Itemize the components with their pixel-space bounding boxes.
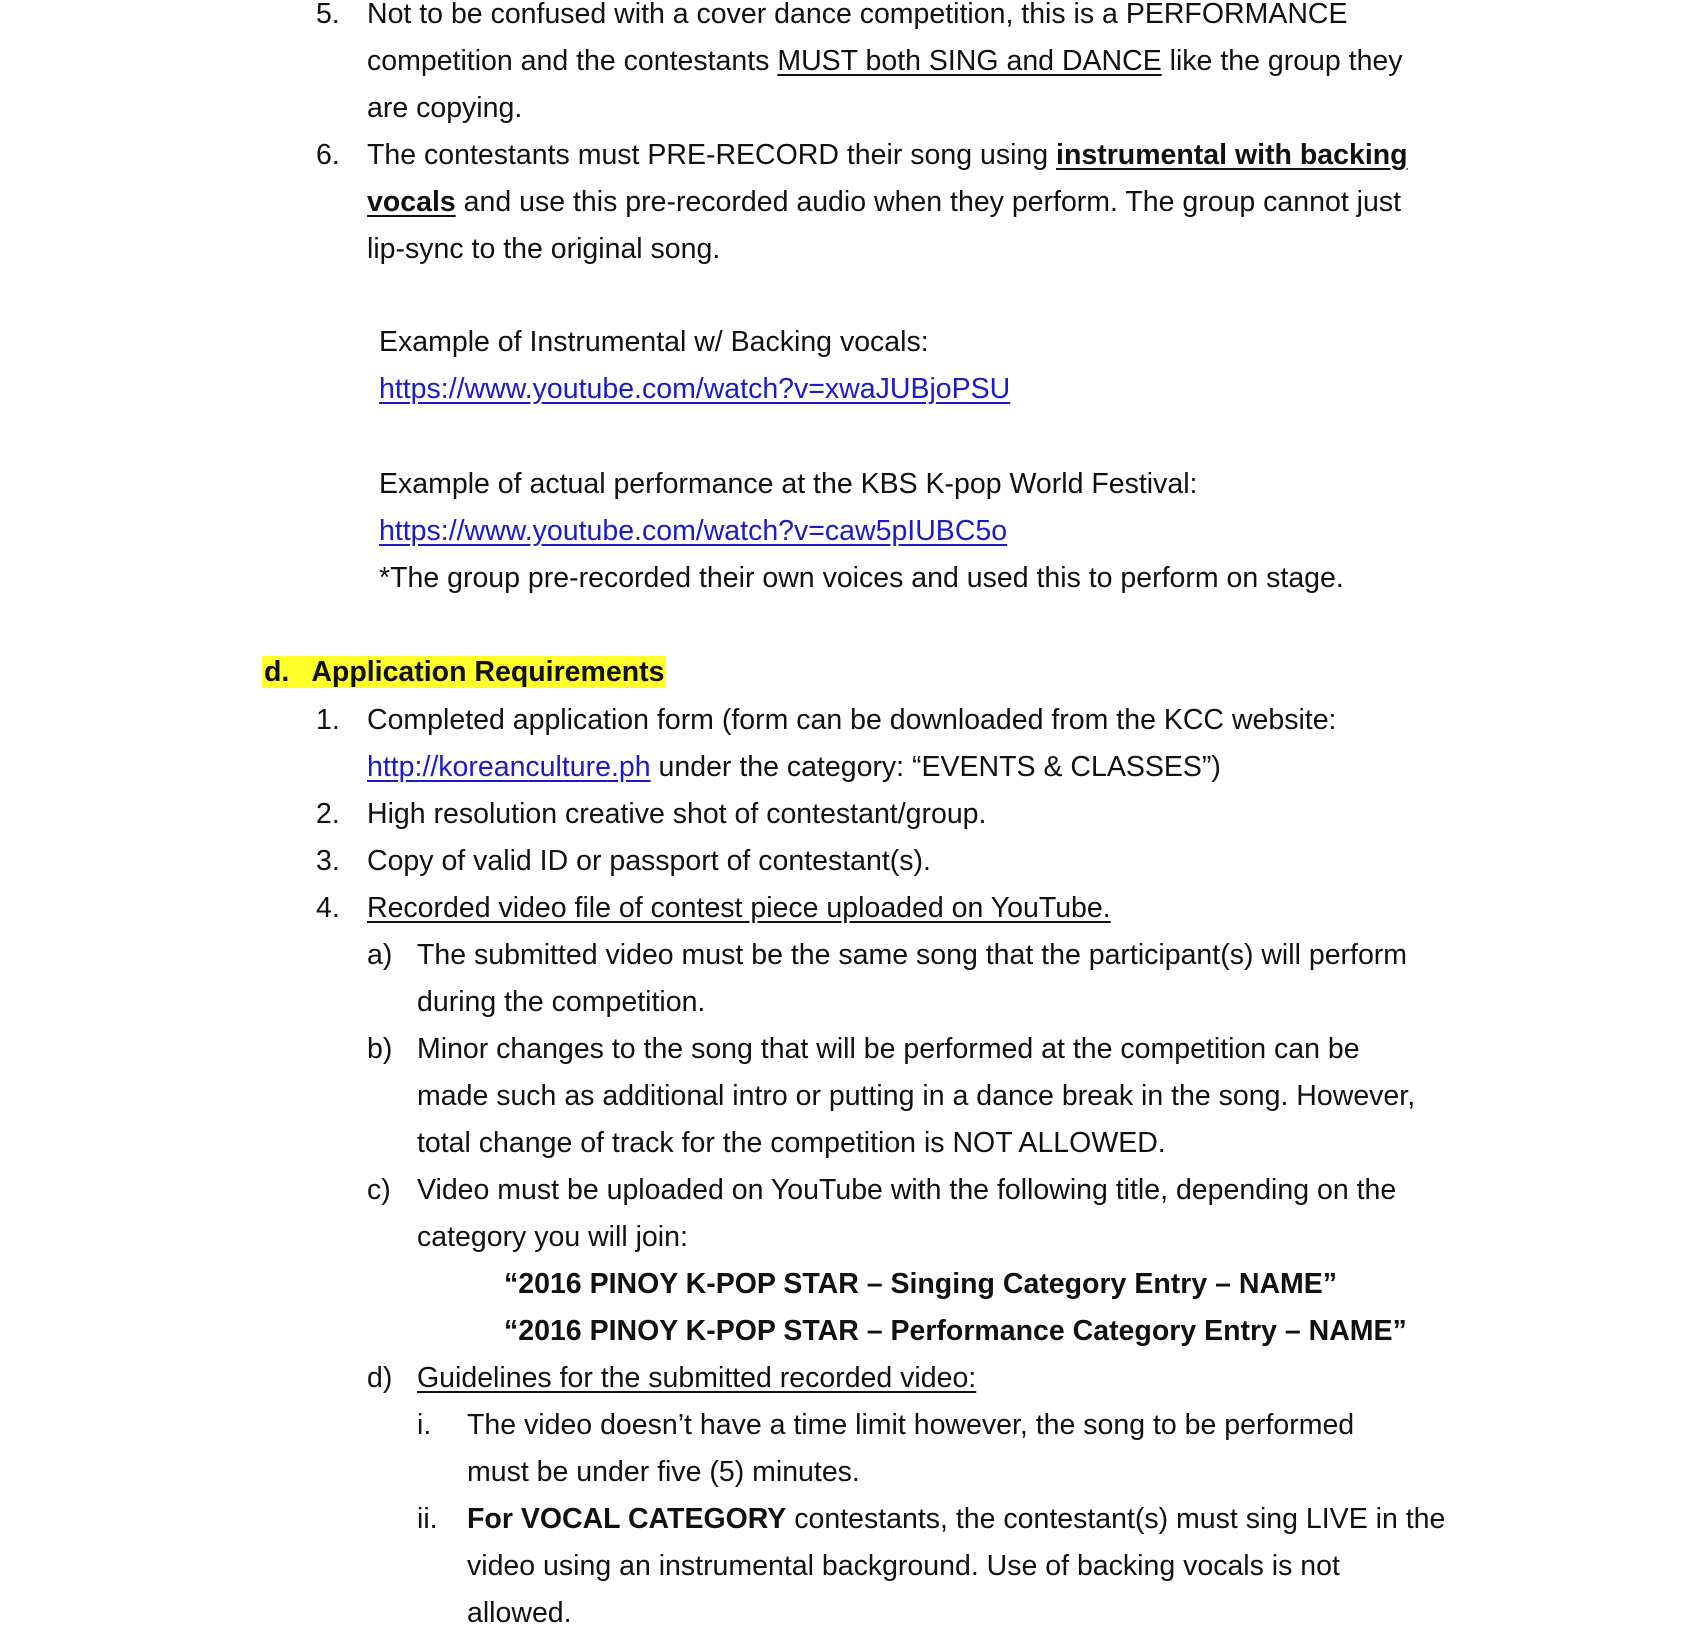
list-number-6: 6. [316,139,340,171]
req4a-line1: The submitted video must be the same song that the participant(s) will perform [417,939,1408,971]
req4b-line1: Minor changes to the song that will be performed at the competition can be [417,1033,1360,1065]
item5-line2 [367,41,1403,81]
section-d-letter: d. [264,656,290,688]
guideline-i-line1: The video doesn’t have a time limit however, the song to be performed [467,1409,1355,1441]
item5-line2-tail: like the group they [1161,45,1403,77]
item5-line1: Not to be confused with a cover dance competition, this is a PERFORMANCE [367,0,1348,30]
sublist-label-d: d) [367,1362,393,1394]
item6-bold-underlined-vocals: vocals [367,186,456,218]
req1-line2 [367,747,1221,787]
section-d-heading [262,652,666,692]
req4c-line1: Video must be uploaded on YouTube with the following title, depending on the [417,1174,1397,1206]
req3-text: Copy of valid ID or passport of contestant(s). [367,845,931,877]
sublist-label-b: b) [367,1033,393,1065]
item5-underlined-text: MUST both SING and DANCE [777,45,1162,77]
list-number-4: 4. [316,892,340,924]
item6-line1-text: The contestants must PRE-RECORD their song using [367,139,1057,171]
req4c-line2: category you will join: [417,1221,688,1253]
item6-bold-underlined-text: instrumental with backing [1056,139,1408,171]
example2-label: Example of actual performance at the KBS K-pop World Festival: [379,468,1198,500]
sublist-label-a: a) [367,939,393,971]
section-d-title: Application Requirements [311,656,665,688]
guideline-i-line2: must be under five (5) minutes. [467,1456,860,1488]
list-number-1: 1. [316,704,340,736]
list-number-2: 2. [316,798,340,830]
req1-line1: Completed application form (form can be downloaded from the KCC website: [367,704,1337,736]
item5-line2-text: competition and the contestants [367,45,778,77]
item5-line3: are copying. [367,92,523,124]
guideline-ii-line1 [467,1499,1445,1539]
item6-line3: lip-sync to the original song. [367,233,721,265]
section-d-highlight [262,656,666,688]
example1-label: Example of Instrumental w/ Backing vocals: [379,326,929,358]
req2-text: High resolution creative shot of contestant/group. [367,798,987,830]
example2-link[interactable]: https://www.youtube.com/watch?v=caw5pIUBC5o [379,515,1008,547]
item6-line1 [367,135,1408,175]
guideline-ii-line2: video using an instrumental background. Use of backing vocals is not [467,1550,1340,1582]
video-title-singing: “2016 PINOY K-POP STAR – Singing Category Entry – NAME” [504,1268,1338,1300]
req4b-line3: total change of track for the competition is NOT ALLOWED. [417,1127,1166,1159]
req4b-line2: made such as additional intro or putting in a dance break in the song. However, [417,1080,1416,1112]
roman-label-ii: ii. [417,1503,438,1535]
req4a-line2: during the competition. [417,986,706,1018]
list-number-5: 5. [316,0,340,30]
roman-label-i: i. [417,1409,432,1441]
guideline-ii-line3: allowed. [467,1597,572,1629]
example2-note: *The group pre-recorded their own voices and used this to perform on stage. [379,562,1344,594]
item6-line2-text: and use this pre-recorded audio when they perform. The group cannot just [455,186,1402,218]
vocal-category-bold: For VOCAL CATEGORY [467,1503,787,1535]
req4-text: Recorded video file of contest piece uploaded on YouTube. [367,892,1111,924]
sublist-label-c: c) [367,1174,391,1206]
list-number-3: 3. [316,845,340,877]
video-title-performance: “2016 PINOY K-POP STAR – Performance Category Entry – NAME” [504,1315,1407,1347]
guideline-ii-line1-text: contestants, the contestant(s) must sing LIVE in the [786,1503,1446,1535]
req4d-text: Guidelines for the submitted recorded video: [417,1362,977,1394]
kcc-website-link[interactable]: http://koreanculture.ph [367,751,651,783]
example1-link[interactable]: https://www.youtube.com/watch?v=xwaJUBjoPSU [379,373,1011,405]
item6-line2 [367,182,1401,222]
req1-line2-text: under the category: “EVENTS & CLASSES”) [650,751,1221,783]
